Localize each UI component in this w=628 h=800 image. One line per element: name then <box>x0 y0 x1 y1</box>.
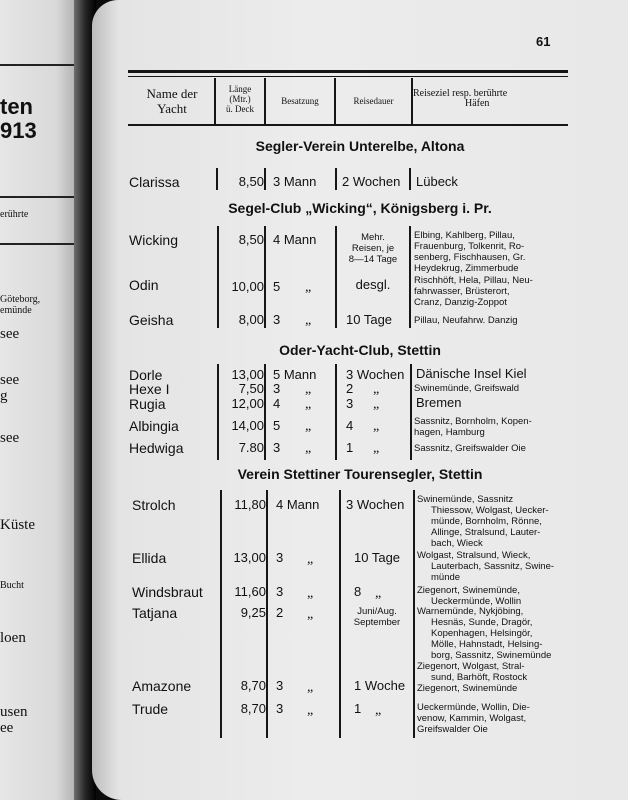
col-divider <box>217 226 219 328</box>
ditto-mark: „ <box>373 419 380 434</box>
yacht-destination <box>414 416 532 438</box>
duration-line: September <box>353 617 401 628</box>
ditto-mark: „ <box>305 382 312 397</box>
left-fragment: erührte <box>0 209 29 220</box>
destination-line: Ziegenort, Wolgast, Stral- <box>417 661 525 672</box>
yacht-length: 13,00 <box>233 550 266 565</box>
ditto-mark: „ <box>305 441 312 456</box>
left-fragment: ee <box>0 720 14 736</box>
yacht-name: Hedwiga <box>129 440 184 456</box>
col-divider <box>266 490 268 738</box>
yacht-duration: 8 <box>354 584 362 599</box>
header-top-rule-thin <box>128 76 568 77</box>
yacht-crew: 4 Mann <box>276 497 320 512</box>
destination-line: Cranz, Danzig-Zoppot <box>414 297 507 308</box>
yacht-length: 11,60 <box>234 584 266 599</box>
yacht-duration: 4 <box>346 418 354 433</box>
yacht-duration: 10 Tage <box>346 312 393 327</box>
yacht-length: 8,70 <box>240 678 266 693</box>
yacht-duration: desgl. <box>355 277 391 292</box>
yacht-crew: 3 Mann <box>273 174 317 189</box>
header-reiseziel-line: Reiseziel resp. berührte <box>413 88 508 99</box>
yacht-destination <box>417 550 554 583</box>
yacht-destination <box>417 702 530 735</box>
destination-line: Kopenhagen, Helsingör, <box>431 628 533 639</box>
left-fragment: see <box>0 326 20 342</box>
yacht-duration: 1 <box>346 440 354 455</box>
yacht-duration: 2 <box>346 381 354 396</box>
header-reiseziel-line: Häfen <box>465 98 490 109</box>
destination-line: Allinge, Stralsund, Lauter- <box>431 527 541 538</box>
ditto-mark: „ <box>307 552 314 567</box>
ditto-mark: „ <box>305 313 312 328</box>
col-divider <box>410 364 412 460</box>
destination-line: Heydekrug, Zimmerbude <box>414 263 519 274</box>
yacht-length: 11,80 <box>234 497 266 512</box>
yacht-destination: Dänische Insel Kiel <box>416 366 527 381</box>
ditto-mark: „ <box>307 586 314 601</box>
yacht-name: Rugia <box>129 396 166 412</box>
destination-line: münde <box>431 572 461 583</box>
left-fragment: emünde <box>0 305 32 316</box>
left-fragment: see <box>0 372 20 388</box>
yacht-duration: 1 <box>354 701 362 716</box>
ditto-mark: „ <box>373 382 380 397</box>
header-reiseziel <box>413 89 563 109</box>
left-fragment: loen <box>0 630 26 646</box>
yacht-length: 8,00 <box>238 312 264 327</box>
yacht-name: Wicking <box>129 232 179 248</box>
yacht-name: Hexe I <box>129 381 170 397</box>
yacht-length: 8,50 <box>238 232 264 247</box>
yacht-duration: 3 Wochen <box>346 497 405 512</box>
destination-line: Rischhöft, Hela, Pillau, Neu- <box>414 275 533 286</box>
destination-line: venow, Kammin, Wolgast, <box>417 713 527 724</box>
yacht-crew: 2 <box>276 605 284 620</box>
yacht-duration: 3 Wochen <box>346 367 405 382</box>
destination-line: Wolgast, Stralsund, Wieck, <box>417 550 531 561</box>
yacht-destination <box>417 494 549 549</box>
yacht-name: Geisha <box>129 312 174 328</box>
page-number: 61 <box>536 34 551 49</box>
header-laenge-line: Länge <box>228 84 252 94</box>
destination-line: Warnemünde, Nykjöbing, <box>417 606 524 617</box>
yacht-name: Albingia <box>129 418 179 434</box>
yacht-name: Ellida <box>132 550 167 566</box>
yacht-name: Amazone <box>132 678 192 694</box>
yacht-destination: Bremen <box>416 395 462 410</box>
left-fragment: g <box>0 388 8 404</box>
destination-line: senberg, Fischhausen, Gr. <box>414 252 526 263</box>
yacht-duration: 2 Wochen <box>342 174 401 189</box>
yacht-duration: 3 <box>346 396 354 411</box>
yacht-name: Dorle <box>129 367 163 383</box>
col-divider <box>264 226 266 328</box>
col-divider <box>413 490 415 738</box>
yacht-destination <box>414 230 525 274</box>
left-fragment: Bucht <box>0 580 24 591</box>
yacht-crew: 3 <box>276 584 284 599</box>
duration-line: 8—14 Tage <box>348 254 398 265</box>
duration-line: Reisen, je <box>351 243 395 254</box>
header-name-line: Yacht <box>157 101 187 116</box>
left-fragment: Göteborg, <box>0 294 41 305</box>
yacht-duration <box>338 232 408 265</box>
destination-line: hagen, Hamburg <box>414 427 485 438</box>
destination-line: sund, Barhöft, Rostock <box>431 672 528 683</box>
yacht-crew: 5 <box>273 279 281 294</box>
yacht-crew: 3 <box>276 678 284 693</box>
yacht-destination <box>414 275 533 308</box>
ditto-mark: „ <box>307 703 314 718</box>
yacht-length: 12,00 <box>231 396 264 411</box>
yacht-name: Clarissa <box>129 174 180 190</box>
left-fragment: Küste <box>0 517 35 533</box>
yacht-crew: 3 <box>273 381 281 396</box>
header-laenge-line: (Mtr.) <box>229 94 251 104</box>
yacht-length: 14,00 <box>231 418 264 433</box>
yacht-crew: 4 Mann <box>273 232 317 247</box>
header-laenge <box>216 84 264 114</box>
yacht-length: 13,00 <box>231 367 264 382</box>
section-title: Segel-Club „Wicking“, Königsberg i. Pr. <box>228 200 492 216</box>
yacht-destination: Sassnitz, Greifswalder Oie <box>414 443 526 454</box>
yacht-crew: 5 <box>273 418 281 433</box>
left-page-edge <box>0 0 80 800</box>
yacht-duration: 10 Tage <box>354 550 401 565</box>
rule <box>0 243 80 245</box>
section-title: Oder-Yacht-Club, Stettin <box>279 342 441 358</box>
col-divider <box>217 364 219 460</box>
yacht-name: Strolch <box>132 497 176 513</box>
col-divider <box>339 490 341 738</box>
destination-line: Frauenburg, Tolkenrit, Ro- <box>414 241 525 252</box>
destination-line: Lauterbach, Sassnitz, Swine- <box>431 561 555 572</box>
destination-line: Sassnitz, Bornholm, Kopen- <box>414 416 532 427</box>
yacht-length: 8,50 <box>238 174 264 189</box>
yacht-crew: 3 <box>273 312 281 327</box>
col-divider <box>409 168 411 190</box>
header-laenge-line: ü. Deck <box>226 104 254 114</box>
left-fragment: ten <box>0 94 33 119</box>
destination-line: bach, Wieck <box>431 538 483 549</box>
destination-line: fahrwasser, Brüsterort, <box>414 286 510 297</box>
col-divider <box>335 168 337 190</box>
destination-line: Ueckermünde, Wollin <box>431 596 522 607</box>
destination-line: Ziegenort, Swinemünde, <box>417 585 520 596</box>
col-divider <box>264 168 266 190</box>
left-fragment: usen <box>0 704 28 720</box>
ditto-mark: „ <box>373 441 380 456</box>
header-name-line: Name der <box>146 86 198 101</box>
destination-line: Hesnäs, Sunde, Dragör, <box>431 617 533 628</box>
yacht-crew: 4 <box>273 396 281 411</box>
left-fragment: 913 <box>0 118 37 143</box>
header-top-rule <box>128 70 568 73</box>
ditto-mark: „ <box>305 397 312 412</box>
destination-line: Ueckermünde, Wollin, Die- <box>417 702 530 713</box>
yacht-duration <box>342 606 412 628</box>
rule <box>0 196 80 198</box>
destination-line: Thiessow, Wolgast, Uecker- <box>431 505 549 516</box>
yacht-length: 7.80 <box>238 440 264 455</box>
section-title: Verein Stettiner Tourensegler, Stettin <box>237 466 483 482</box>
duration-line: Mehr. <box>361 232 385 243</box>
rule <box>0 64 80 66</box>
yacht-name: Odin <box>129 277 159 293</box>
col-divider <box>264 364 266 460</box>
yacht-name: Windsbraut <box>132 584 203 600</box>
yacht-destination: Ziegenort, Swinemünde <box>417 683 518 694</box>
yacht-destination <box>417 606 551 683</box>
destination-line: Swinemünde, Sassnitz <box>417 494 514 505</box>
col-divider <box>335 226 337 328</box>
ditto-mark: „ <box>375 586 382 601</box>
yacht-crew: 3 <box>276 550 284 565</box>
ditto-mark: „ <box>305 280 312 295</box>
ditto-mark: „ <box>373 397 380 412</box>
ditto-mark: „ <box>307 680 314 695</box>
section-title: Segler-Verein Unterelbe, Altona <box>255 138 465 154</box>
yacht-name: Trude <box>132 701 169 717</box>
yacht-length: 7,50 <box>238 381 264 396</box>
duration-line: Juni/Aug. <box>357 606 397 617</box>
book-page <box>92 0 628 800</box>
header-reisedauer: Reisedauer <box>353 96 394 106</box>
yacht-length: 9,25 <box>240 605 266 620</box>
yacht-destination <box>417 585 521 607</box>
ditto-mark: „ <box>305 419 312 434</box>
header-name <box>130 86 214 116</box>
destination-line: borg, Sassnitz, Swinemünde <box>431 650 552 661</box>
destination-line: münde, Bornholm, Rönne, <box>431 516 542 527</box>
col-divider <box>409 226 411 328</box>
yacht-crew: 3 <box>273 440 281 455</box>
header-bottom-rule <box>128 124 568 126</box>
yacht-length: 10,00 <box>231 279 264 294</box>
destination-line: Elbing, Kahlberg, Pillau, <box>414 230 515 241</box>
yacht-crew: 5 Mann <box>273 367 317 382</box>
yacht-destination: Swinemünde, Greifswald <box>414 383 520 394</box>
col-divider <box>335 364 337 460</box>
destination-line: Greifswalder Oie <box>417 724 488 735</box>
yacht-length: 8,70 <box>240 701 266 716</box>
yacht-destination: Pillau, Neufahrw. Danzig <box>414 315 518 326</box>
left-fragment: see <box>0 430 20 446</box>
yacht-crew: 3 <box>276 701 284 716</box>
yacht-destination: Lübeck <box>416 174 458 189</box>
ditto-mark: „ <box>375 703 382 718</box>
yacht-name: Tatjana <box>132 605 178 621</box>
destination-line: Mölle, Hahnstadt, Helsing- <box>431 639 543 650</box>
ditto-mark: „ <box>307 607 314 622</box>
yacht-duration: 1 Woche <box>354 678 406 693</box>
col-divider <box>216 168 218 190</box>
header-besatzung: Besatzung <box>281 96 319 106</box>
